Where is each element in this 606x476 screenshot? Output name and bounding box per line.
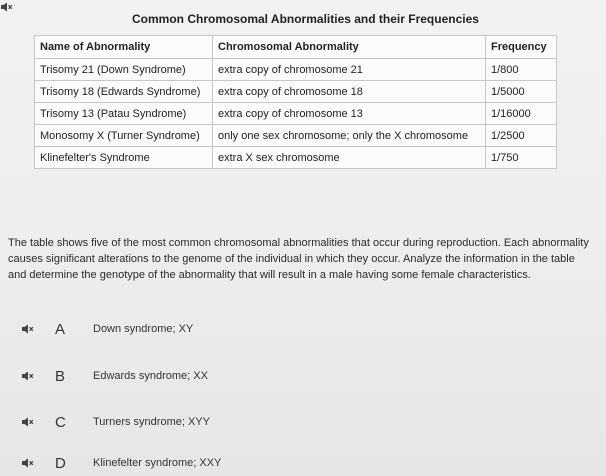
table-row — [35, 81, 557, 103]
answer-choice-b[interactable] — [22, 366, 208, 386]
choice-text: Klinefelter syndrome; XXY — [93, 457, 222, 469]
table-cell: extra copy of chromosome 18 — [213, 81, 486, 103]
choice-text: Edwards syndrome; XX — [93, 370, 208, 382]
answer-choice-a[interactable] — [22, 319, 193, 339]
choice-text: Turners syndrome; XYY — [93, 416, 210, 428]
table-cell: Klinefelter's Syndrome — [35, 147, 213, 169]
column-header-frequency: Frequency — [486, 36, 557, 59]
table-cell: 1/800 — [486, 59, 557, 81]
speaker-mute-icon[interactable] — [22, 417, 34, 427]
table-row — [35, 147, 557, 169]
table-cell: 1/16000 — [486, 103, 557, 125]
table-cell: extra X sex chromosome — [213, 147, 486, 169]
abnormalities-table — [34, 35, 557, 169]
answer-choice-d[interactable] — [22, 453, 221, 473]
question-text: The table shows five of the most common chromosomal abnormalities that occur during reproduction. Each abnormality causes significant alterations to the genome of the individual in which they occur. Analyze the information in the table and determine the genotype of the abnormality that will result in a male having some female characteristics. — [8, 237, 589, 281]
speaker-mute-icon[interactable] — [22, 324, 34, 334]
table-cell: Monosomy X (Turner Syndrome) — [35, 125, 213, 147]
table-cell: Trisomy 21 (Down Syndrome) — [35, 59, 213, 81]
choice-text: Down syndrome; XY — [93, 323, 194, 335]
table-row — [35, 125, 557, 147]
table-cell: extra copy of chromosome 13 — [213, 103, 486, 125]
speaker-mute-icon[interactable] — [22, 371, 34, 381]
table-cell: 1/2500 — [486, 125, 557, 147]
column-header-name: Name of Abnormality — [35, 36, 213, 59]
choice-letter: A — [55, 320, 66, 338]
choice-letter: C — [55, 413, 66, 431]
table-row — [35, 59, 557, 81]
choice-letter: B — [55, 367, 66, 385]
table-cell: 1/5000 — [486, 81, 557, 103]
table-cell: only one sex chromosome; only the X chromosome — [213, 125, 486, 147]
table-title: Common Chromosomal Abnormalities and their Frequencies — [132, 12, 479, 26]
table-header-row — [35, 36, 557, 59]
choice-letter: D — [55, 454, 66, 472]
table-cell: Trisomy 13 (Patau Syndrome) — [35, 103, 213, 125]
column-header-abnormality: Chromosomal Abnormality — [213, 36, 486, 59]
table-row — [35, 103, 557, 125]
table-cell: 1/750 — [486, 147, 557, 169]
table-cell: Trisomy 18 (Edwards Syndrome) — [35, 81, 213, 103]
speaker-mute-icon[interactable] — [22, 458, 34, 468]
table-cell: extra copy of chromosome 21 — [213, 59, 486, 81]
answer-choice-c[interactable] — [22, 412, 210, 432]
speaker-mute-icon[interactable] — [1, 2, 13, 12]
